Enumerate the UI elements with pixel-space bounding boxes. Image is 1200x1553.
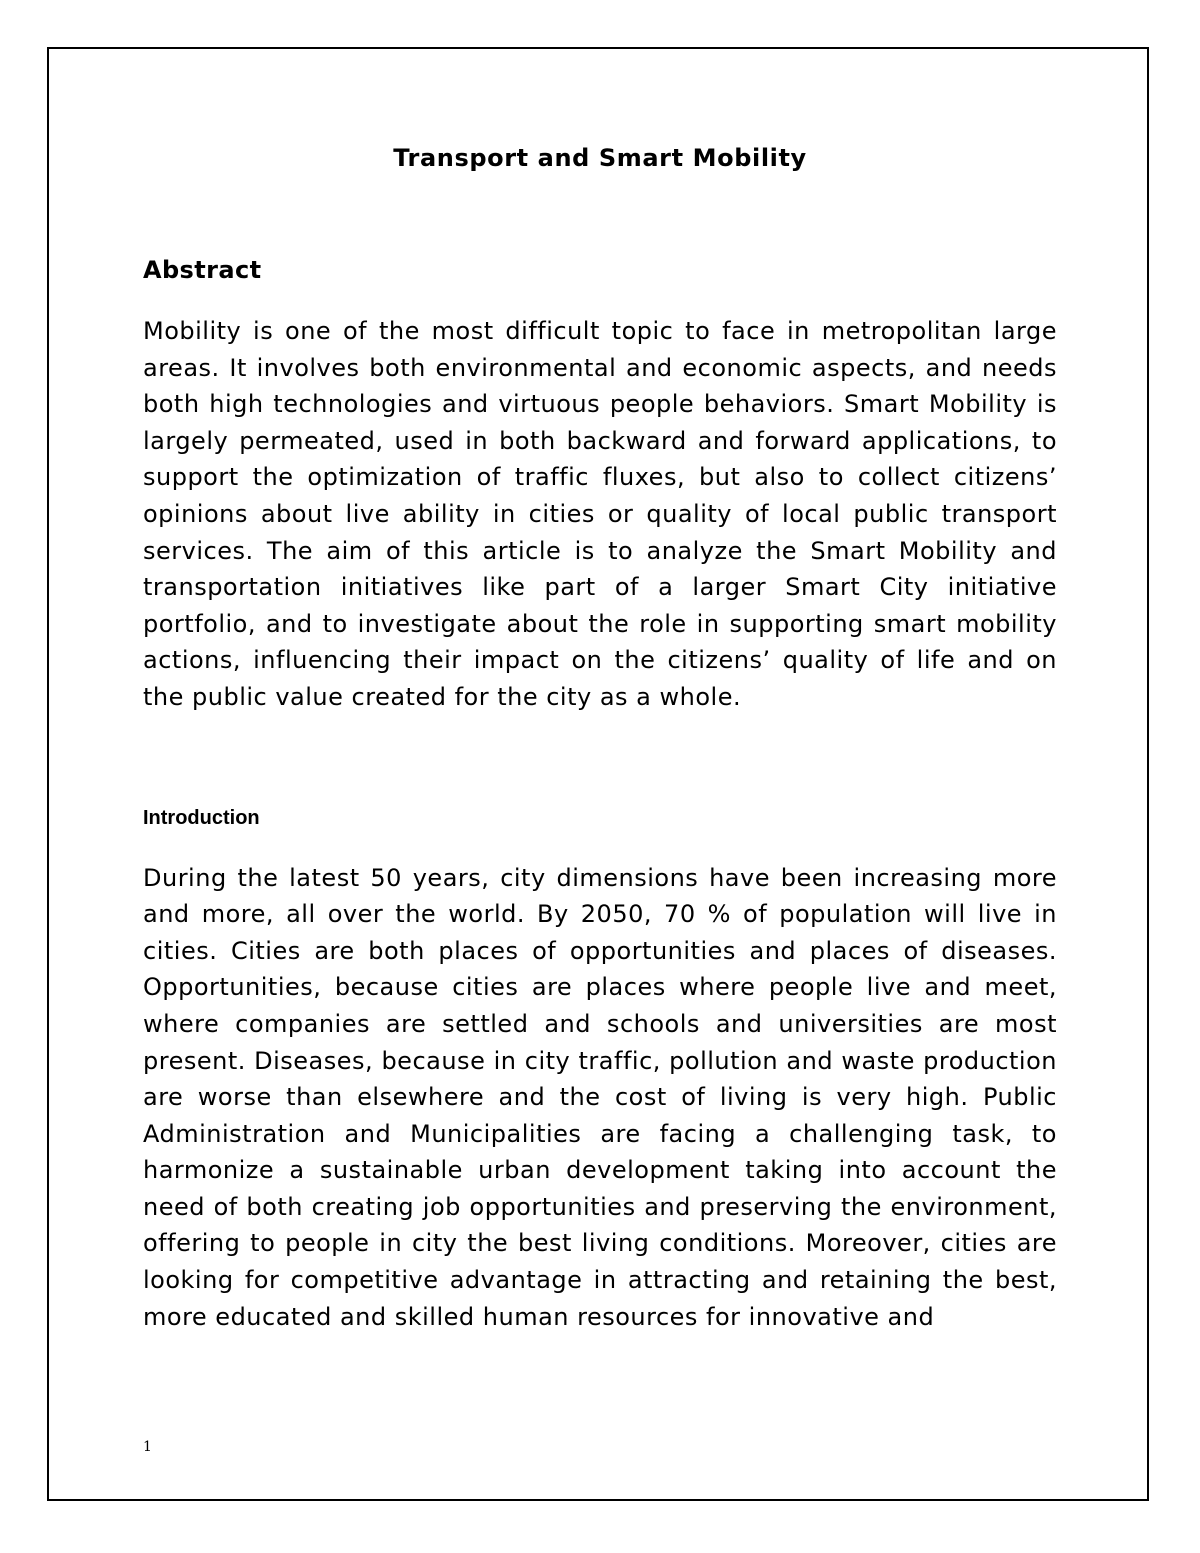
abstract-paragraph: Mobility is one of the most difficult topic to face in metropolitan large areas. It involves both environmental and economic aspects, and needs both high technologies and virtuous people behaviors. Smart Mobility is largely permeated, used in both backward and forward applications, to support the optimization of traffic fluxes, but also to collect citizens’ opinions about live ability in cities or quality of local public transport services. The aim of this article is to analyze the Smart Mobility and transportation initiatives like part of a larger Smart City initiative portfolio, and to investigate about the role in supporting smart mobility actions, influencing their impact on the citizens’ quality of life and on the public value created for the city as a whole. [143,317,1057,711]
page-number: 1 [143,1439,152,1455]
document-title: Transport and Smart Mobility [393,144,807,172]
abstract-heading: Abstract [143,256,262,284]
introduction-heading: Introduction [143,806,260,829]
introduction-paragraph: During the latest 50 years, city dimensions have been increasing more and more, all over the world. By 2050, 70 % of population will live in cities. Cities are both places of opportunities and places of diseases. Opportunities, because cities are places where people live and meet, where companies are settled and schools and universities are most present. Diseases, because in city traffic, pollution and waste production are worse than elsewhere and the cost of living is very high. Public Administration and Municipalities are facing a challenging task, to harmonize a sustainable urban development taking into account the need of both creating job opportunities and preserving the environment, offering to people in city the best living conditions. Moreover, cities are looking for competitive advantage in attracting and retaining the best, more educated and skilled human resources for innovative and [143,863,1057,1331]
document-body [143,138,1057,1335]
